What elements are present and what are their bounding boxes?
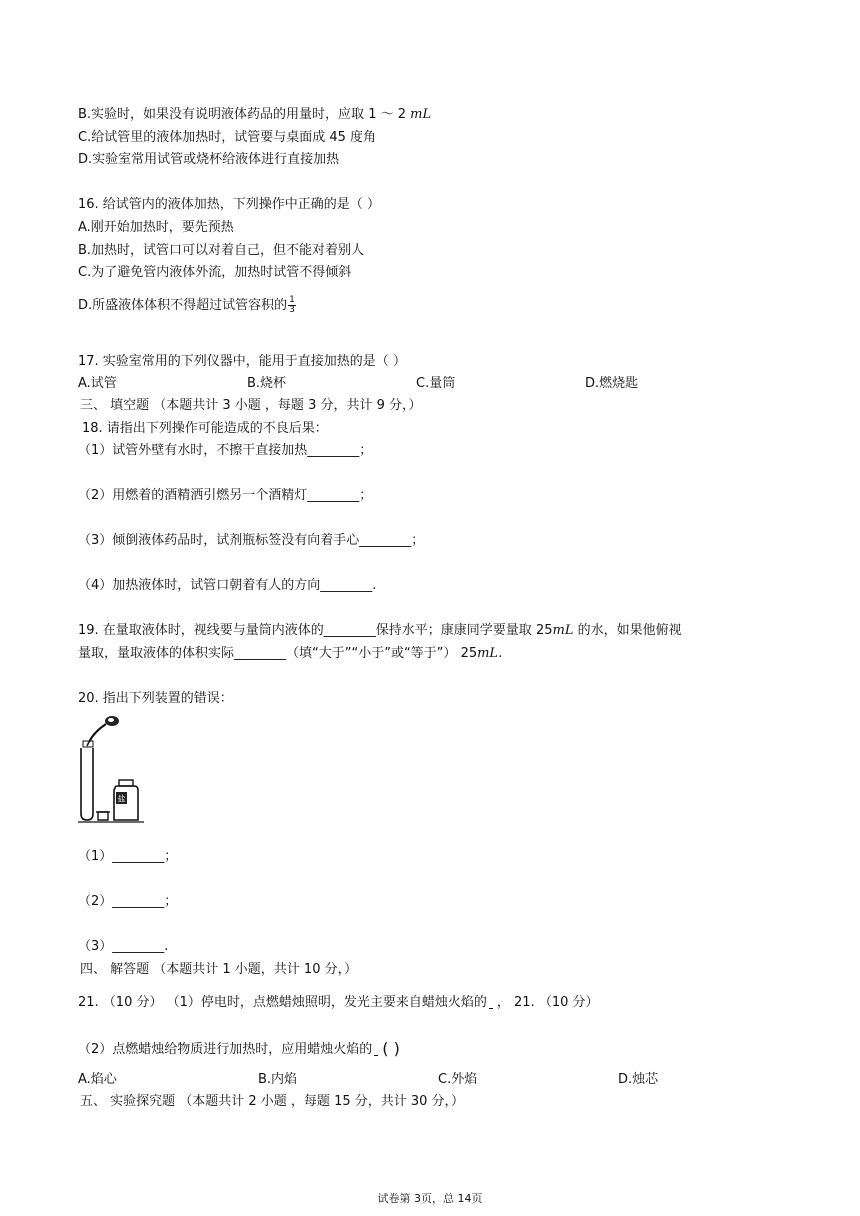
apparatus-figure [78,712,144,824]
page-footer: 试卷第 3页，总 14页 [377,1192,483,1205]
q20-item-3: （3）________. [78,939,169,954]
q15-option-b: B.实验时，如果没有说明液体药品的用量时，应取 1 ～ 2 mL [78,107,432,122]
q17-option-d: D.燃烧匙 [585,376,639,391]
test-tube-icon [81,741,93,820]
q21-option-c: C.外焰 [438,1072,478,1087]
q19-line-2: 量取，量取液体的体积实际________（填“大于”“小于”或“等于”） 25mL. [78,646,503,661]
q17-option-c: C.量筒 [416,376,456,391]
bottle-label: 盐 [117,794,126,804]
section-3-heading: 三、 填空题 （本题共计 3 小题 ，每题 3 分，共计 9 分，） [80,398,422,413]
section-4-heading: 四、 解答题 （本题共计 1 小题，共计 10 分，） [80,962,358,977]
q20-stem: 20. 指出下列装置的错误： [78,691,233,706]
q15-option-c: C.给试管里的液体加热时，试管要与桌面成 45 度角 [78,130,377,145]
q17-option-a: A.试管 [78,376,117,391]
q16-option-a: A.刚开始加热时，要先预热 [78,220,234,235]
q20-item-1: （1）________； [78,849,178,864]
q18-item-4: （4）加热液体时，试管口朝着有人的方向________. [78,578,377,593]
reagent-bottle-icon [114,780,138,820]
fraction: $\frac{1}{3}$ [289,295,295,315]
q18-item-1: （1）试管外壁有水时，不擦干直接加热________； [78,443,373,458]
q18-item-3: （3）倾倒液体药品时，试剂瓶标签没有向着手心________； [78,533,425,548]
q15-option-d: D.实验室常用试管或烧杯给液体进行直接加热 [78,152,340,167]
q20-item-2: （2）________； [78,894,178,909]
q21-option-b: B.内焰 [258,1072,298,1087]
q18-item-2: （2）用燃着的酒精洒引燃另一个酒精灯________； [78,488,373,503]
section-5-heading: 五、 实验探究题 （本题共计 2 小题 ，每题 15 分，共计 30 分，） [80,1094,465,1109]
q21-line-2: （2）点燃蜡烛给物质进行加热时，应用蜡烛火焰的 ( ) [78,1039,400,1058]
q16-option-b: B.加热时，试管口可以对着自己，但不能对着别人 [78,243,365,258]
q18-stem: 18. 请指出下列操作可能造成的不良后果： [82,421,328,436]
q21-option-d: D.烛芯 [618,1072,659,1087]
q19-line-1: 19. 在量取液体时，视线要与量筒内液体的________保持水平；康康同学要量取 25mL 的水，如果他俯视 [78,623,682,638]
q16-option-d: D.所盛液体体积不得超过试管容积的 $\frac{1}{3}$ [78,295,295,315]
stopper-icon [96,812,110,820]
q21-option-a: A.焰心 [78,1072,117,1087]
q17-stem: 17. 实验室常用的下列仪器中，能用于直接加热的是（ ） [78,354,406,369]
q17-option-b: B.烧杯 [247,376,287,391]
q16-stem: 16. 给试管内的液体加热，下列操作中正确的是（ ） [78,197,380,212]
q16-option-c: C.为了避免管内液体外流，加热时试管不得倾斜 [78,265,352,280]
q21-line-1: 21. （10 分） （1）停电时，点燃蜡烛照明，发光主要来自蜡烛火焰的 ， 21. （10 分） [78,995,599,1010]
